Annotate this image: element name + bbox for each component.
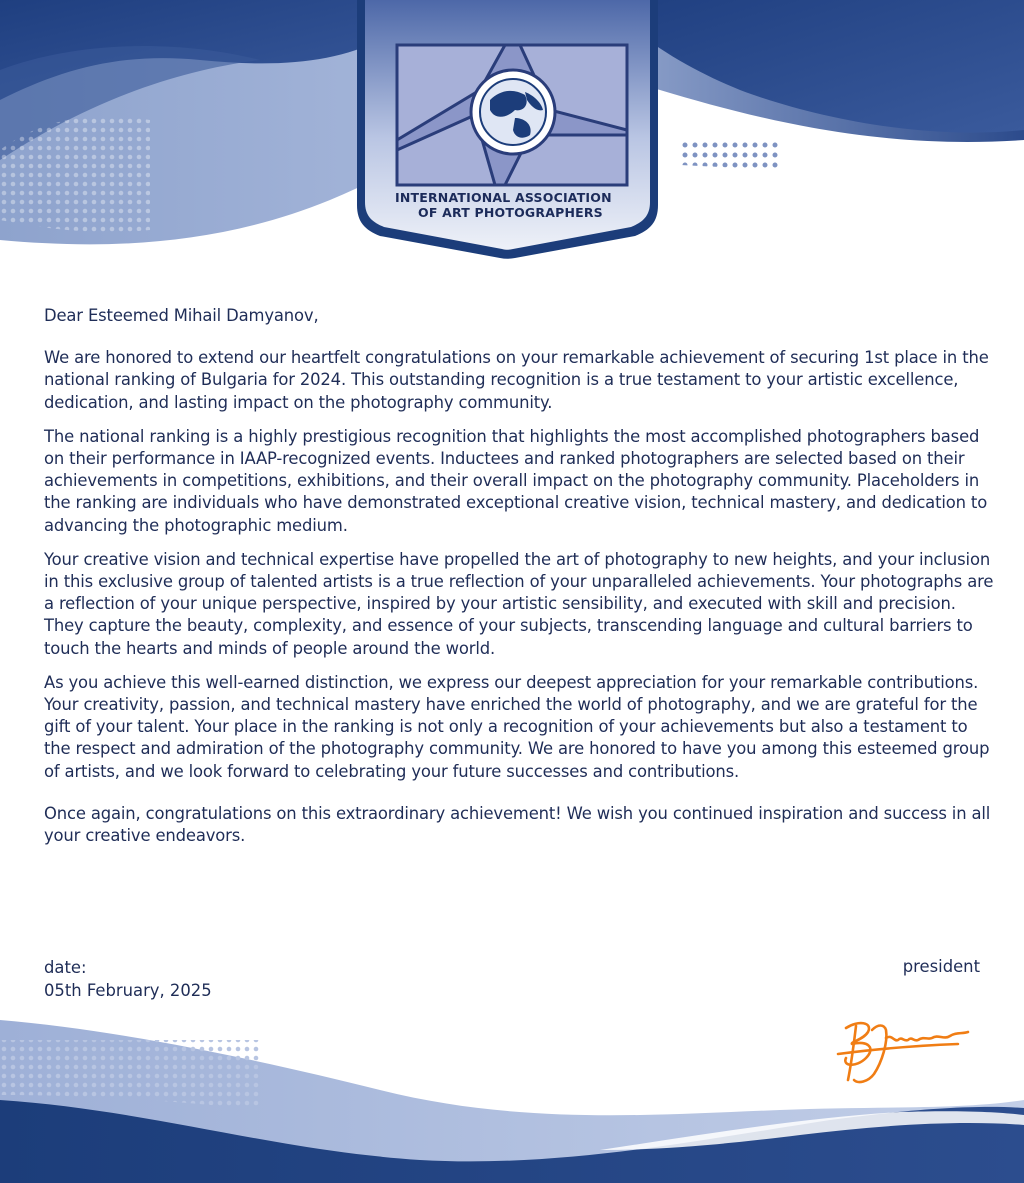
paragraph-1: We are honored to extend our heartfelt congratulations on your remarkable achievement of securing 1st place in the national ranking of Bulgaria for 2024. This outstanding recognition is a true testament to your artistic excellence, dedication, and lasting impact on the photography community.	[44, 348, 989, 412]
date-label: date:	[44, 958, 87, 977]
president-label: president	[902, 957, 980, 976]
iaap-logo	[355, 0, 660, 260]
paragraph-3: Your creative vision and technical expertise have propelled the art of photography to new heights, and your inclusion in this exclusive group of talented artists is a true reflection of your unparalleled achievements. Your photographs are a reflection of your unique perspective, inspired by your artistic sensibility, and executed with skill and precision. They capture the beauty, complexity, and essence of your subjects, transcending language and cultural barriers to touch the hearts and minds of people around the world.	[44, 549, 994, 658]
logo-title-line1: INTERNATIONAL ASSOCIATION	[395, 190, 612, 205]
letter-body	[44, 305, 994, 859]
salutation: Dear Esteemed Mihail Damyanov,	[44, 306, 319, 325]
president-signature	[828, 1010, 978, 1095]
paragraph-4: As you achieve this well-earned distinction, we express our deepest appreciation for your remarkable contributions. Your creativity, passion, and technical mastery have enriched the world of photography, and we are grateful for the gift of your talent. Your place in the ranking is not only a recognition of your achievements but also a testament to the respect and admiration of the photography community. We are honored to have you among this esteemed group of artists, and we look forward to celebrating your future successes and contributions.	[44, 672, 990, 781]
logo-title-line2: OF ART PHOTOGRAPHERS	[418, 205, 603, 220]
paragraph-2: The national ranking is a highly prestigious recognition that highlights the most accomplished photographers based on their performance in IAAP-recognized events. Inductees and ranked photographers are selected based on their achievements in competitions, exhibitions, and their overall impact on the photography community. Placeholders in the ranking are individuals who have demonstrated exceptional creative vision, technical mastery, and dedication to advancing the photographic medium.	[44, 426, 988, 535]
closing-paragraph: Once again, congratulations on this extraordinary achievement! We wish you continued inspiration and success in all your creative endeavors.	[44, 803, 991, 846]
date-value: 05th February, 2025	[44, 981, 212, 1000]
